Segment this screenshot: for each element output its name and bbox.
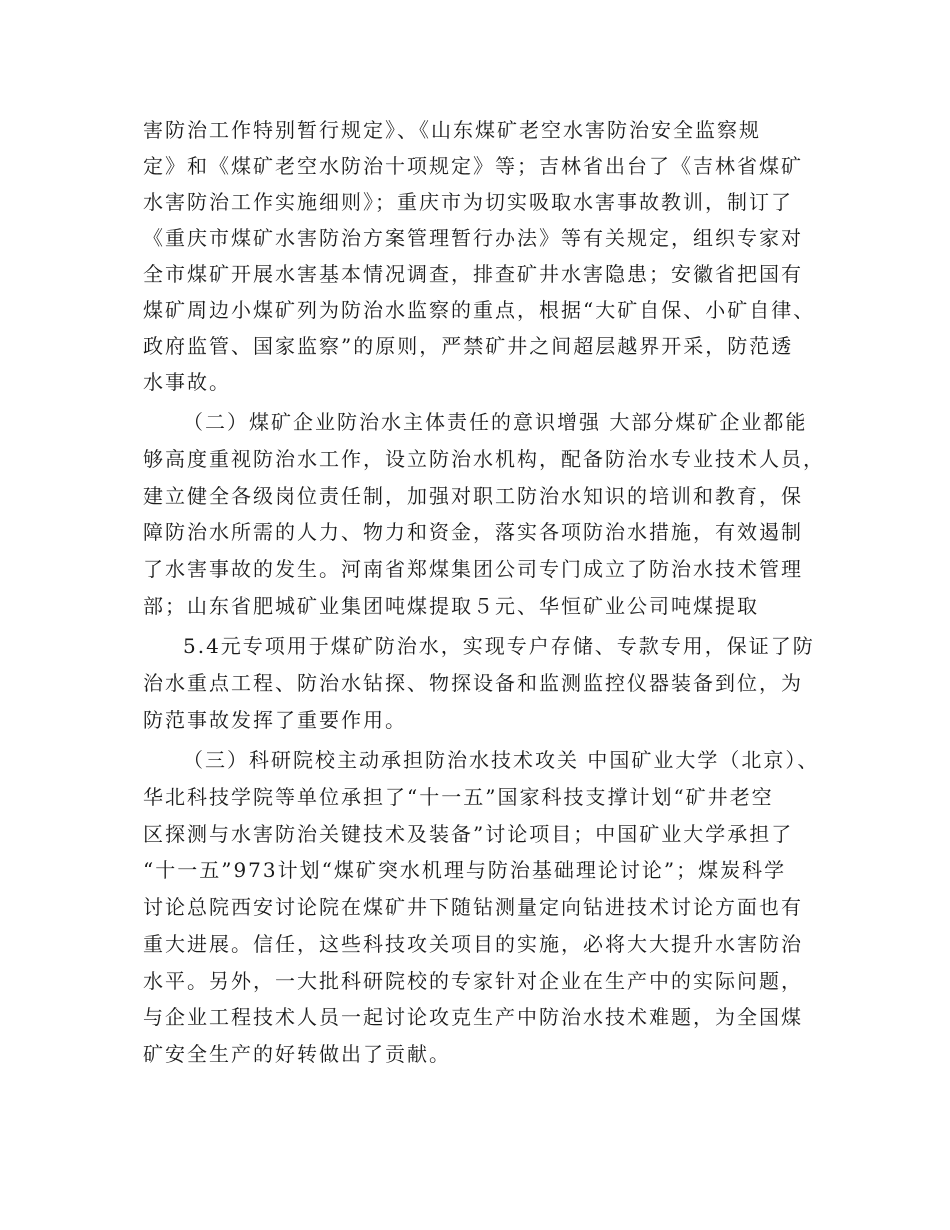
text-line: 够高度重视防治水工作，设立防治水机构，配备防治水专业技术人员， <box>143 447 825 471</box>
text-line: 防范事故发挥了重要作用。 <box>143 708 407 732</box>
text-line: 区探测与水害防治关键技术及装备”讨论项目；中国矿业大学承担了 <box>143 822 794 846</box>
text-line: 障防治水所需的人力、物力和资金，落实各项防治水措施，有效遏制 <box>143 520 803 544</box>
section-heading-line: （二）煤矿企业防治水主体责任的意识增强 大部分煤矿企业都能 <box>183 410 808 434</box>
text-line: 建立健全各级岗位责任制，加强对职工防治水知识的培训和教育，保 <box>143 484 803 508</box>
text-line: 华北科技学院等单位承担了“十一五”国家科技支撑计划“矿井老空 <box>143 785 774 809</box>
text-line: 治水重点工程、防治水钻探、物探设备和监测监控仪器装备到位，为 <box>143 671 803 695</box>
text-line: 了水害事故的发生。河南省郑煤集团公司专门成立了防治水技术管理 <box>143 557 803 581</box>
text-line: 煤矿周边小煤矿列为防治水监察的重点，根据“大矿自保、小矿自律、 <box>143 298 816 322</box>
text-line: 水害防治工作实施细则》；重庆市为切实吸取水害事故教训，制订了 <box>143 190 793 214</box>
text-line: 定》和《煤矿老空水防治十项规定》等；吉林省出台了《吉林省煤矿 <box>143 154 803 178</box>
text-line: 矿安全生产的好转做出了贡献。 <box>143 1042 451 1066</box>
text-line: 全市煤矿开展水害基本情况调查，排查矿井水害隐患；安徽省把国有 <box>143 262 803 286</box>
text-line: 重大进展。信任，这些科技攻关项目的实施，必将大大提升水害防治 <box>143 932 803 956</box>
text-line: 水平。另外，一大批科研院校的专家针对企业在生产中的实际问题， <box>143 969 803 993</box>
section-heading-line: （三）科研院校主动承担防治水技术攻关 中国矿业大学（北京）、 <box>183 748 820 772</box>
text-line: 水事故。 <box>143 370 231 394</box>
text-line: 讨论总院西安讨论院在煤矿井下随钻测量定向钻进技术讨论方面也有 <box>143 895 803 919</box>
text-line: 部；山东省肥城矿业集团吨煤提取５元、华恒矿业公司吨煤提取 <box>143 594 759 618</box>
text-line: 5.4元专项用于煤矿防治水，实现专户存储、专款专用，保证了防 <box>183 634 815 658</box>
text-line: “十一五”973计划“煤矿突水机理与防治基础理论讨论”；煤炭科学 <box>143 858 787 882</box>
text-line: 与企业工程技术人员一起讨论攻克生产中防治水技术难题，为全国煤 <box>143 1005 803 1029</box>
text-line: 《重庆市煤矿水害防治方案管理暂行办法》等有关规定，组织专家对 <box>143 226 803 250</box>
text-line: 政府监管、国家监察”的原则，严禁矿井之间超层越界开采，防范透 <box>143 334 794 358</box>
text-line: 害防治工作特别暂行规定》、《山东煤矿老空水害防治安全监察规 <box>143 118 761 142</box>
